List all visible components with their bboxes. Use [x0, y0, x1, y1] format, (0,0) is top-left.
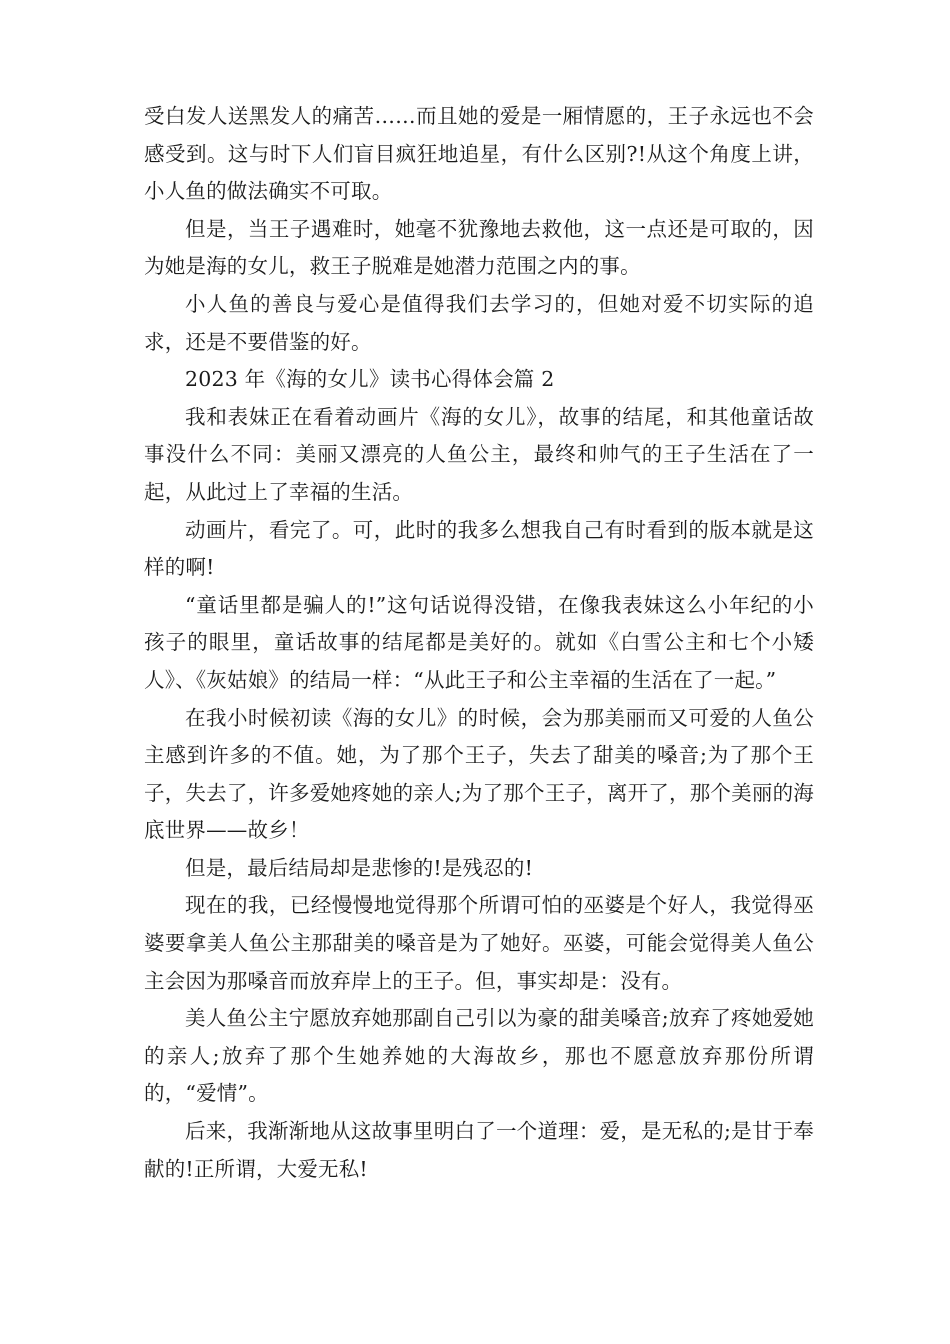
- paragraph-2: 但是，当王子遇难时，她毫不犹豫地去救他，这一点还是可取的，因为她是海的女儿，救王子脱难是她潜力范围之内的事。: [144, 216, 814, 279]
- paragraph-8: 在我小时候初读《海的女儿》的时候，会为那美丽而又可爱的人鱼公主感到许多的不值。她，为了那个王子，失去了甜美的嗓音;为了那个王子，失去了，许多爱她疼她的亲人;为了那个王子，离开了，那个美丽的海底世界——故乡！: [144, 705, 814, 843]
- paragraph-1: 受白发人送黑发人的痛苦……而且她的爱是一厢情愿的，王子永远也不会感受到。这与时下人们盲目疯狂地追星，有什么区别?!从这个角度上讲，小人鱼的做法确实不可取。: [144, 104, 814, 204]
- document-body: [144, 98, 814, 1188]
- paragraph-11: 美人鱼公主宁愿放弃她那副自己引以为豪的甜美嗓音;放弃了疼她爱她的亲人;放弃了那个生她养她的大海故乡，那也不愿意放弃那份所谓的，“爱情”。: [144, 1006, 814, 1106]
- paragraph-7: “童话里都是骗人的!”这句话说得没错，在像我表妹这么小年纪的小孩子的眼里，童话故事的结尾都是美好的。就如《白雪公主和七个小矮人》、《灰姑娘》的结局一样：“从此王子和公主幸福的生活在了一起。”: [144, 592, 814, 692]
- paragraph-10: 现在的我，已经慢慢地觉得那个所谓可怕的巫婆是个好人，我觉得巫婆要拿美人鱼公主那甜美的嗓音是为了她好。巫婆，可能会觉得美人鱼公主会因为那嗓音而放弃岸上的王子。但，事实却是：没有。: [144, 893, 814, 993]
- paragraph-5: 我和表妹正在看着动画片《海的女儿》，故事的结尾，和其他童话故事没什么不同：美丽又漂亮的人鱼公主，最终和帅气的王子生活在了一起，从此过上了幸福的生活。: [144, 404, 814, 504]
- paragraph-3: 小人鱼的善良与爱心是值得我们去学习的，但她对爱不切实际的追求，还是不要借鉴的好。: [144, 291, 814, 354]
- paragraph-9: 但是，最后结局却是悲惨的!是残忍的!: [185, 855, 534, 880]
- paragraph-12: 后来，我渐渐地从这故事里明白了一个道理：爱，是无私的;是甘于奉献的!正所谓，大爱无私!: [144, 1119, 814, 1181]
- paragraph-6: 动画片，看完了。可，此时的我多么想我自己有时看到的版本就是这样的啊!: [144, 517, 814, 580]
- section-heading: 2023 年《海的女儿》读书心得体会篇 2: [185, 367, 555, 392]
